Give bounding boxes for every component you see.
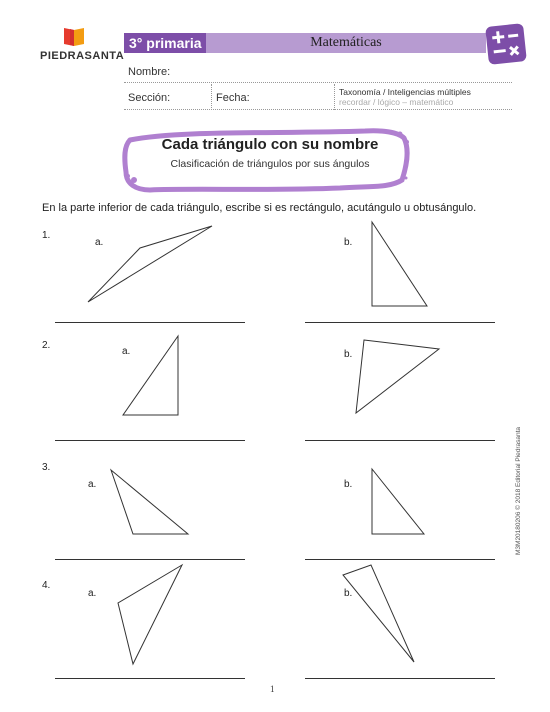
- item-letter-a: a.: [88, 479, 97, 490]
- item-letter-b: b.: [344, 349, 353, 360]
- date-label: Fecha:: [216, 92, 250, 104]
- banner-subtitle: Clasificación de triángulos por sus ángulos: [170, 158, 370, 170]
- taxonomy-values: recordar / lógico – matemático: [339, 97, 454, 107]
- triangle-4a: [118, 565, 182, 664]
- grade-label: [124, 33, 206, 53]
- item-letter-b: b.: [344, 588, 353, 599]
- math-operations-icon: [485, 23, 527, 65]
- answer-line-4b[interactable]: [305, 678, 495, 679]
- exercise-number: 3.: [42, 462, 51, 473]
- answer-line-3b[interactable]: [305, 559, 495, 560]
- item-letter-a: a.: [122, 346, 131, 357]
- answer-line-3a[interactable]: [55, 559, 245, 560]
- answer-line-4a[interactable]: [55, 678, 245, 679]
- triangle-3a: [111, 470, 188, 534]
- triangle-2a: [123, 336, 178, 415]
- answer-line-2b[interactable]: [305, 440, 495, 441]
- triangle-2b: [356, 340, 439, 413]
- triangle-1b: [372, 222, 427, 306]
- brand-logo: [40, 26, 125, 66]
- exercise-number: 1.: [42, 230, 51, 241]
- section-label: Sección:: [128, 92, 171, 104]
- date-divider: [334, 84, 335, 110]
- triangle-3b: [372, 469, 424, 534]
- name-label: Nombre:: [128, 66, 171, 78]
- item-letter-b: b.: [344, 237, 353, 248]
- instructions-text: En la parte inferior de cada triángulo, escribe si es rectángulo, acutángulo u obtusángulo.: [42, 202, 477, 214]
- item-letter-a: a.: [95, 237, 104, 248]
- answer-line-1a[interactable]: [55, 322, 245, 323]
- triangle-1a: [88, 226, 212, 302]
- section-line: [124, 109, 512, 110]
- taxonomy-label: Taxonomía / Inteligencias múltiples: [339, 87, 471, 97]
- answer-line-1b[interactable]: [305, 322, 495, 323]
- triangle-4b: [343, 565, 414, 662]
- banner-title: Cada triángulo con su nombre: [161, 136, 379, 153]
- book-logo-icon: [62, 26, 88, 48]
- exercise-number: 2.: [42, 340, 51, 351]
- subject-title: Matemáticas: [310, 35, 382, 50]
- item-letter-b: b.: [344, 479, 353, 490]
- brand-name: PIEDRASANTA: [40, 50, 125, 62]
- page-number: 1: [270, 684, 275, 694]
- name-line[interactable]: [124, 82, 512, 83]
- section-divider: [211, 84, 212, 110]
- exercise-number: 4.: [42, 580, 51, 591]
- grade-text: 3° primaria: [129, 35, 202, 51]
- copyright-note: M3M20180206 © 2018 Editorial Piedrasanta: [515, 426, 522, 555]
- item-letter-a: a.: [88, 588, 97, 599]
- answer-line-2a[interactable]: [55, 440, 245, 441]
